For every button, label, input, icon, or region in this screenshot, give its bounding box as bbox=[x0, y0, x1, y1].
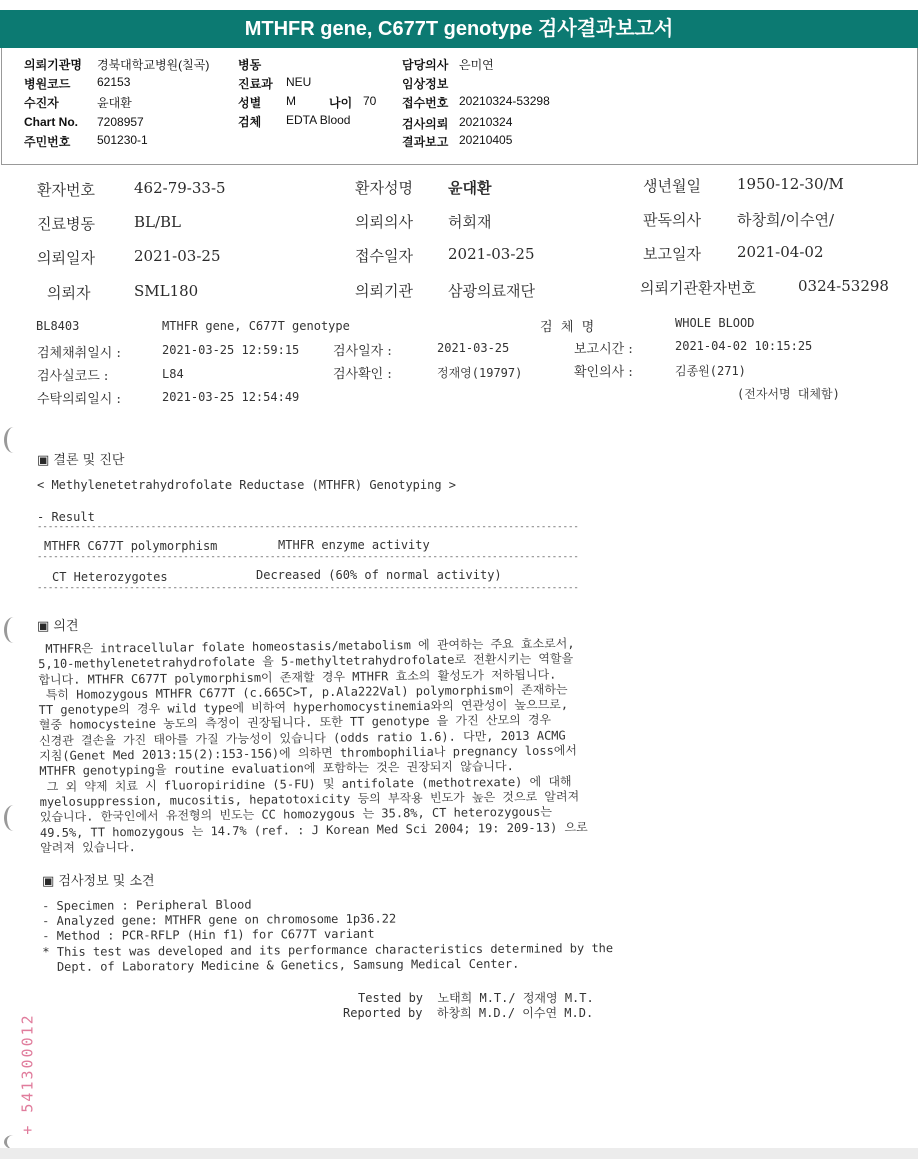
entrust-value: 2021-03-25 12:54:49 bbox=[162, 390, 300, 404]
test-code: BL8403 bbox=[36, 319, 80, 333]
patient-label: 의뢰일자 bbox=[37, 249, 95, 267]
table-rule: ---------------------------------------------------------------------------------------------------- bbox=[37, 552, 579, 562]
scanned-report bbox=[0, 165, 918, 1159]
doctor-label: 확인의사 : bbox=[574, 365, 633, 380]
info-line: - Specimen : Peripheral Blood bbox=[42, 897, 252, 913]
patient-value: 윤대환 bbox=[448, 179, 492, 197]
confirm-value: 정재영(19797) bbox=[437, 366, 523, 380]
header-value: EDTA Blood bbox=[286, 113, 351, 127]
conclusion-heading: ▣ 결론 및 진단 bbox=[37, 453, 125, 468]
header-label: 주민번호 bbox=[24, 135, 71, 149]
patient-value: 삼광의료재단 bbox=[448, 282, 535, 300]
info-line: Dept. of Laboratory Medicine & Genetics, Samsung Medical Center. bbox=[42, 956, 520, 974]
patient-value: 2021-03-25 bbox=[448, 245, 535, 263]
patient-value: 0324-53298 bbox=[798, 277, 889, 295]
header-label: 임상정보 bbox=[402, 77, 449, 91]
scan-mark bbox=[4, 427, 23, 453]
header-value: 20210324-53298 bbox=[459, 94, 550, 108]
patient-label: 의뢰의사 bbox=[355, 213, 413, 231]
header-value: 20210405 bbox=[459, 133, 513, 147]
patient-label: 접수일자 bbox=[355, 247, 413, 265]
age-value: 70 bbox=[363, 94, 377, 108]
info-lines bbox=[42, 895, 613, 975]
bottom-strip bbox=[0, 1148, 918, 1159]
patient-label: 보고일자 bbox=[643, 245, 701, 263]
patient-value: SML180 bbox=[134, 282, 199, 300]
header-value: 501230-1 bbox=[97, 133, 148, 147]
specimen-label: 검 체 명 bbox=[540, 320, 595, 335]
header-label: 수진자 bbox=[24, 96, 59, 110]
report-time-value: 2021-04-02 10:15:25 bbox=[675, 339, 813, 353]
patient-label: 생년월일 bbox=[643, 177, 701, 195]
result-col-header: MTHFR enzyme activity bbox=[278, 538, 430, 552]
scan-mark bbox=[4, 1135, 23, 1149]
patient-value: 허회재 bbox=[448, 213, 492, 231]
header-value: 은미연 bbox=[459, 58, 494, 72]
info-heading: ▣ 검사정보 및 소견 bbox=[42, 874, 155, 889]
report-title: MTHFR gene, C677T genotype 검사결과보고서 bbox=[0, 10, 918, 48]
header-value: M bbox=[286, 94, 296, 108]
header-label: Chart No. bbox=[24, 115, 78, 129]
test-name: MTHFR gene, C677T genotype bbox=[162, 319, 350, 333]
patient-label: 의뢰기관 bbox=[355, 282, 413, 300]
table-rule: ---------------------------------------------------------------------------------------------------- bbox=[37, 522, 579, 532]
header-label: 검체 bbox=[238, 115, 262, 129]
header-value: 62153 bbox=[97, 75, 131, 89]
header-label: 성별 bbox=[238, 96, 262, 110]
specimen-value: WHOLE BLOOD bbox=[675, 316, 755, 330]
result-col-header: MTHFR C677T polymorphism bbox=[44, 539, 218, 553]
info-line: - Method : PCR-RFLP (Hin f1) for C677T variant bbox=[42, 927, 375, 944]
header-value: 경북대학교병원(칠곡) bbox=[97, 58, 210, 72]
patient-value: 2021-03-25 bbox=[134, 247, 221, 265]
header-value: 7208957 bbox=[97, 115, 144, 129]
result-label: - Result bbox=[37, 510, 95, 524]
conclusion-subtitle: < Methylenetetrahydrofolate Reductase (MTHFR) Genotyping > bbox=[37, 478, 457, 492]
header-value: 윤대환 bbox=[97, 96, 132, 110]
table-rule: ---------------------------------------------------------------------------------------------------- bbox=[37, 583, 579, 593]
opinion-heading: ▣ 의견 bbox=[37, 619, 79, 634]
stamp-number: + 541300012 bbox=[18, 1013, 37, 1135]
patient-value: 462-79-33-5 bbox=[134, 179, 226, 197]
header-value: 20210324 bbox=[459, 115, 513, 129]
scan-mark bbox=[4, 617, 23, 643]
info-line: - Analyzed gene: MTHFR gene on chromosome 1p36.22 bbox=[42, 911, 397, 929]
testdate-value: 2021-03-25 bbox=[437, 341, 510, 355]
testdate-label: 검사일자 : bbox=[333, 344, 392, 359]
age-label: 나이 bbox=[329, 96, 353, 110]
header-value: NEU bbox=[286, 75, 312, 89]
header-label: 병원코드 bbox=[24, 77, 71, 91]
collect-value: 2021-03-25 12:59:15 bbox=[162, 343, 300, 357]
patient-label: 환자번호 bbox=[37, 181, 95, 199]
patient-value: 1950-12-30/M bbox=[737, 175, 844, 193]
patient-label: 환자성명 bbox=[355, 179, 413, 197]
patient-label: 판독의사 bbox=[643, 211, 701, 229]
doctor-value: 김종원(271) bbox=[675, 364, 746, 378]
room-value: L84 bbox=[162, 367, 184, 381]
confirm-label: 검사확인 : bbox=[333, 367, 392, 382]
reported-by: Reported by 하창희 M.D./ 이수연 M.D. bbox=[343, 1006, 594, 1020]
collect-label: 검체채취일시 : bbox=[37, 346, 121, 361]
room-label: 검사실코드 : bbox=[37, 369, 109, 384]
report-header bbox=[1, 48, 918, 165]
info-line: * This test was developed and its performance characteristics determined by the bbox=[42, 940, 614, 959]
entrust-label: 수탁의뢰일시 : bbox=[37, 392, 121, 407]
header-label: 의뢰기관명 bbox=[24, 58, 82, 72]
patient-value: 하창희/이수연/ bbox=[737, 211, 835, 229]
header-label: 검사의뢰 bbox=[402, 117, 449, 131]
opinion-text: MTHFR은 intracellular folate homeostasis/metabolism 에 관여하는 주요 효소로서, 5,10-methylenetetrahydrofolate 을 5-methyltetrahydrofolate로 전환시키는 역할을 합니다. MTHFR C677T polymorphism이 존재할 경우 MTHFR 효소의 활성도가 저하됩니다. 특히 Homozygous MTHFR C677T (c.665C>T, p.Ala222Val) polymorphism이 존재하는 TT genotype의 경우 wild type에 비하여 hyperhomocystinemia와의 연관성이 높으므로, 혈중 homocysteine 농도의 측정이 권장됩니다. 또한 TT genotype 을 가진 산모의 경우 신경관 결손을 가진 태아를 가질 가능성이 있습니다 (odds ratio 1.6). 다만, 2013 ACMG 지침(Genet Med 2013:15(2):153-156)에 의하면 thrombophilia나 pregnancy loss에서 MTHFR genotyping을 routine evaluation에 포함하는 것은 권장되지 않습니다. 그 외 약제 치료 시 fluoropiridine (5-FU) 및 antifolate (methotrexate) 에 대해 myelosuppression, mucositis, hepatotoxicity 등의 부작용 빈도가 높은 것으로 알려져 있습니다. 한국인에서 유전형의 빈도는 CC homozygous 는 35.8%, CT heterozygous는 49.5%, TT homozygous 는 14.7% (ref. : J Korean Med Sci 2004; 19: 209-13) 으로 알려져 있습니다. bbox=[38, 636, 588, 855]
patient-value: 2021-04-02 bbox=[737, 243, 824, 261]
esign-note: (전자서명 대체함) bbox=[737, 387, 840, 401]
scan-mark bbox=[4, 805, 23, 831]
header-label: 병동 bbox=[238, 58, 262, 72]
header-label: 접수번호 bbox=[402, 96, 449, 110]
patient-value: BL/BL bbox=[134, 213, 182, 231]
result-genotype: CT Heterozygotes bbox=[52, 570, 168, 584]
header-label: 결과보고 bbox=[402, 135, 449, 149]
report-time-label: 보고시간 : bbox=[574, 342, 633, 357]
result-activity: Decreased (60% of normal activity) bbox=[256, 568, 502, 582]
patient-label: 의뢰기관환자번호 bbox=[640, 279, 756, 297]
patient-label: 진료병동 bbox=[37, 215, 95, 233]
vertical-stamp bbox=[18, 1010, 48, 1150]
header-label: 진료과 bbox=[238, 77, 273, 91]
patient-label: 의뢰자 bbox=[47, 284, 91, 302]
tested-by: Tested by 노태희 M.T./ 정재영 M.T. bbox=[358, 991, 594, 1005]
header-label: 담당의사 bbox=[402, 58, 449, 72]
